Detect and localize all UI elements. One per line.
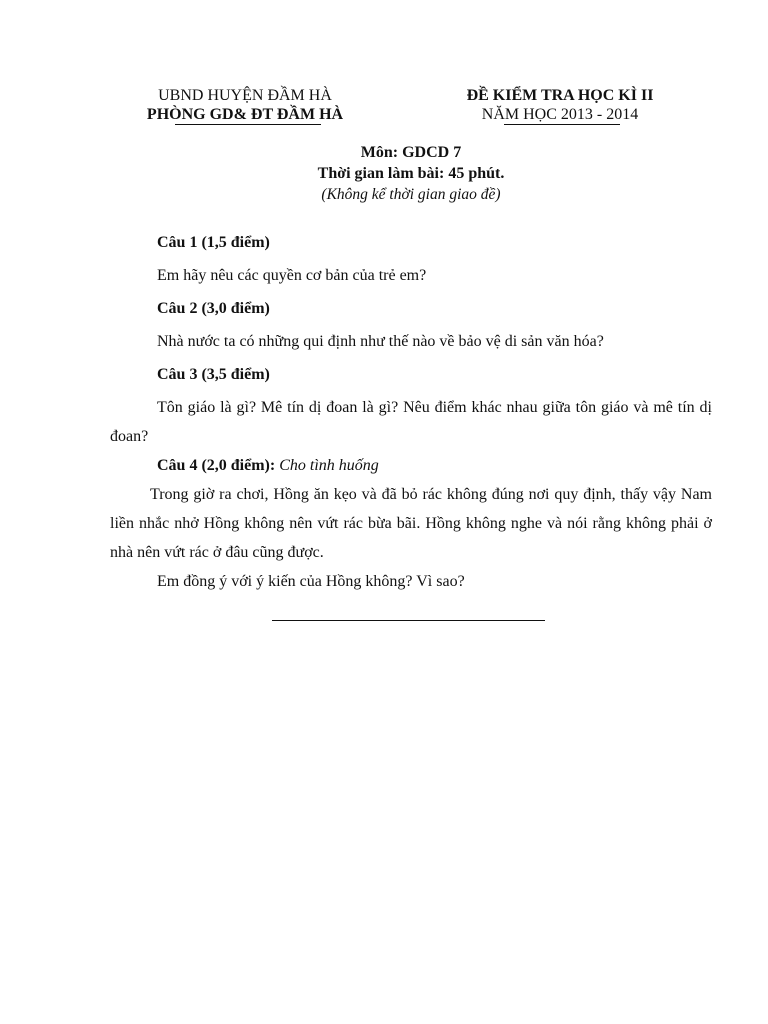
department-name-text: PHÒNG GD& ĐT ĐẦM HÀ [146,106,344,123]
department-underline [175,124,321,125]
end-divider [272,620,545,621]
question-3-text: Tôn giáo là gì? Mê tín dị đoan là gì? Nêu điểm khác nhau giữa tôn giáo và mê tín dị đoan? [110,399,712,445]
question-2-label: Câu 2 (3,0 điểm) [157,300,270,317]
school-year-text: NĂM HỌC 2013 - 2014 [481,106,639,123]
school-year [440,105,680,124]
duration-line: Thời gian làm bài: 45 phút. [317,165,505,182]
question-3-label: Câu 3 (3,5 điểm) [157,366,270,383]
exam-title: ĐỀ KIỂM TRA HỌC KÌ II [466,87,654,104]
question-4-label-suffix: Cho tình huống [279,457,379,474]
header-right [440,86,680,124]
header-left [110,86,380,124]
questions [110,228,712,596]
duration-note: (Không kể thời gian giao đề) [321,186,501,203]
district-name: UBND HUYỆN ĐẦM HÀ [158,87,332,104]
school-year-underline [504,124,620,125]
subject-line: Môn: GDCD 7 [360,144,462,161]
question-4-scenario: Trong giờ ra chơi, Hồng ăn kẹo và đã bỏ rác không đúng nơi quy định, thấy vậy Nam liền nhắc nhở Hồng không nên vứt rác bừa bãi. Hồng không nghe và nói rằng không phải ở nhà nên vứt rác ở đâu cũng được. [110,486,712,561]
question-4-label-text: Câu 4 (2,0 điểm): [157,457,276,474]
exam-info [110,142,712,205]
question-1-text: Em hãy nêu các quyền cơ bản của trẻ em? [157,267,427,284]
question-1-label: Câu 1 (1,5 điểm) [157,234,270,251]
question-4-label [110,451,712,480]
question-2-text: Nhà nước ta có những qui định như thế nào về bảo vệ di sản văn hóa? [157,333,604,350]
question-4-prompt: Em đồng ý với ý kiến của Hồng không? Vì sao? [157,573,465,590]
department-name [110,105,380,124]
